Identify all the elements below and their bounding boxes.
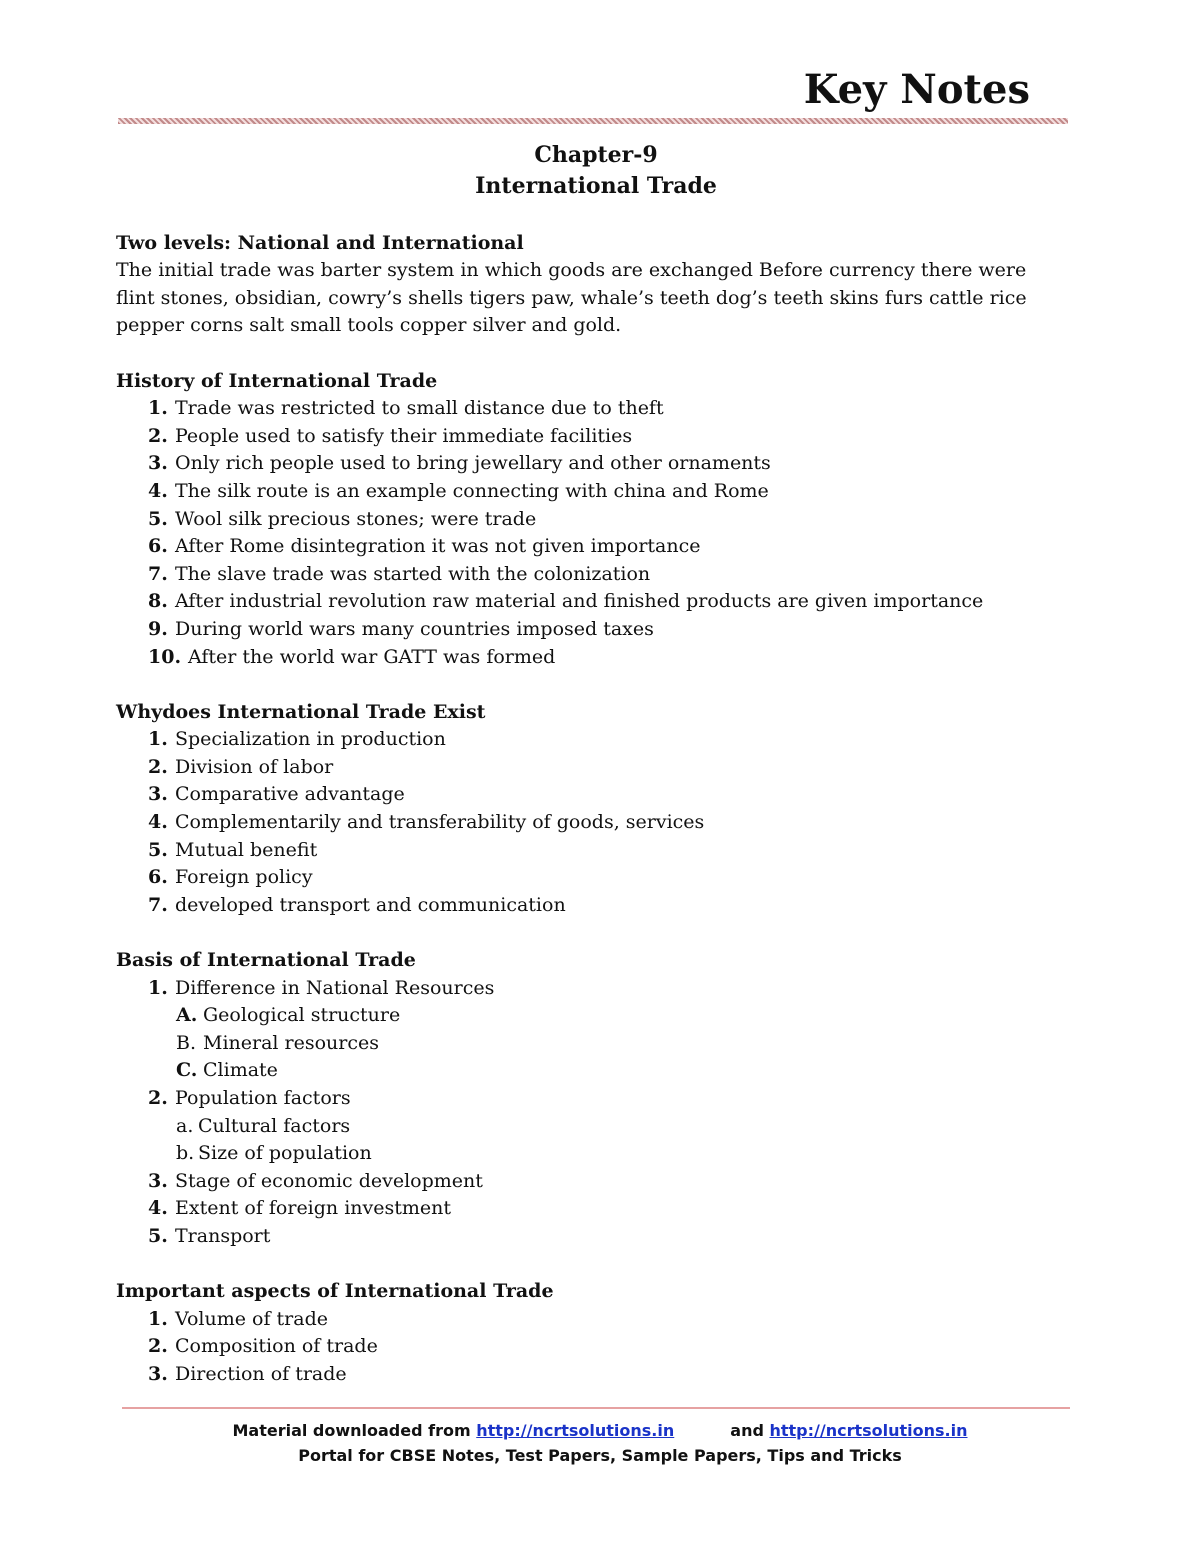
why-heading: Whydoes International Trade Exist: [116, 700, 486, 723]
basis-heading: Basis of International Trade: [116, 949, 416, 972]
sub-list-item: b. Size of population: [176, 1142, 372, 1165]
intro-heading: Two levels: National and International: [116, 231, 524, 254]
basis-list: [116, 975, 1076, 1251]
list-item: 7. The slave trade was started with the colonization: [148, 562, 651, 585]
sub-list-item: B. Mineral resources: [176, 1031, 380, 1054]
footer-divider: [122, 1407, 1070, 1409]
list-item: 8. After industrial revolution raw material and finished products are given importance: [148, 590, 984, 613]
list-item: 3. Only rich people used to bring jewellary and other ornaments: [148, 452, 771, 475]
aspects-list: [116, 1306, 1076, 1389]
list-item: 1. Specialization in production: [148, 728, 446, 751]
header-title: Key Notes: [803, 66, 1030, 113]
sub-list-item: A. Geological structure: [176, 1004, 401, 1027]
document-body: [116, 140, 1076, 1389]
footer-tagline: Portal for CBSE Notes, Test Papers, Sample Papers, Tips and Tricks: [298, 1446, 902, 1465]
footer-prefix: Material downloaded from: [232, 1421, 471, 1440]
list-item: 2. Population factors: [148, 1087, 351, 1109]
intro-line: flint stones, obsidian, cowry’s shells tigers paw, whale’s teeth dog’s teeth skins furs cattle rice: [116, 286, 1027, 309]
header-divider: [118, 118, 1068, 124]
intro-line: The initial trade was barter system in which goods are exchanged Before currency there were: [116, 259, 1027, 282]
sub-list-item: C. Climate: [176, 1059, 278, 1082]
list-item: 7. developed transport and communication: [148, 893, 566, 916]
list-item: 3. Stage of economic development: [148, 1169, 483, 1192]
history-heading: History of International Trade: [116, 369, 438, 392]
list-item: 2. Composition of trade: [148, 1335, 378, 1358]
sub-list-item: a. Cultural factors: [176, 1114, 351, 1137]
list-item: 5. Mutual benefit: [148, 838, 318, 861]
list-item: 3. Comparative advantage: [148, 783, 405, 806]
list-item: 6. After Rome disintegration it was not given importance: [148, 535, 701, 558]
aspects-heading: Important aspects of International Trade: [116, 1280, 554, 1303]
list-item: 4. Extent of foreign investment: [148, 1197, 452, 1220]
list-item: 1. Trade was restricted to small distance due to theft: [148, 397, 664, 420]
footer-source: [0, 1421, 1200, 1440]
list-item: 1. Difference in National Resources: [148, 976, 495, 999]
history-list: [116, 395, 1076, 671]
list-item: 5. Wool silk precious stones; were trade: [148, 507, 537, 530]
list-item: 2. Division of labor: [148, 755, 334, 778]
why-list: [116, 726, 1076, 919]
list-item: 9. During world wars many countries imposed taxes: [148, 617, 654, 640]
list-item: 6. Foreign policy: [148, 866, 313, 889]
chapter-title: International Trade: [475, 173, 717, 199]
footer-link-1[interactable]: http://ncrtsolutions.in: [476, 1421, 675, 1440]
list-item: 2. People used to satisfy their immediate facilities: [148, 424, 633, 447]
footer-link-2[interactable]: http://ncrtsolutions.in: [769, 1421, 968, 1440]
intro-line: pepper corns salt small tools copper silver and gold.: [116, 314, 622, 337]
chapter-number: Chapter-9: [534, 142, 658, 168]
list-item: 5. Transport: [148, 1224, 271, 1247]
list-item: 3. Direction of trade: [148, 1362, 347, 1385]
list-item: 10. After the world war GATT was formed: [148, 645, 556, 668]
list-item: 1. Volume of trade: [148, 1307, 328, 1330]
list-item: 4. Complementarily and transferability of goods, services: [148, 811, 705, 834]
list-item: 4. The silk route is an example connecting with china and Rome: [148, 479, 769, 502]
footer-and: and: [730, 1421, 764, 1440]
